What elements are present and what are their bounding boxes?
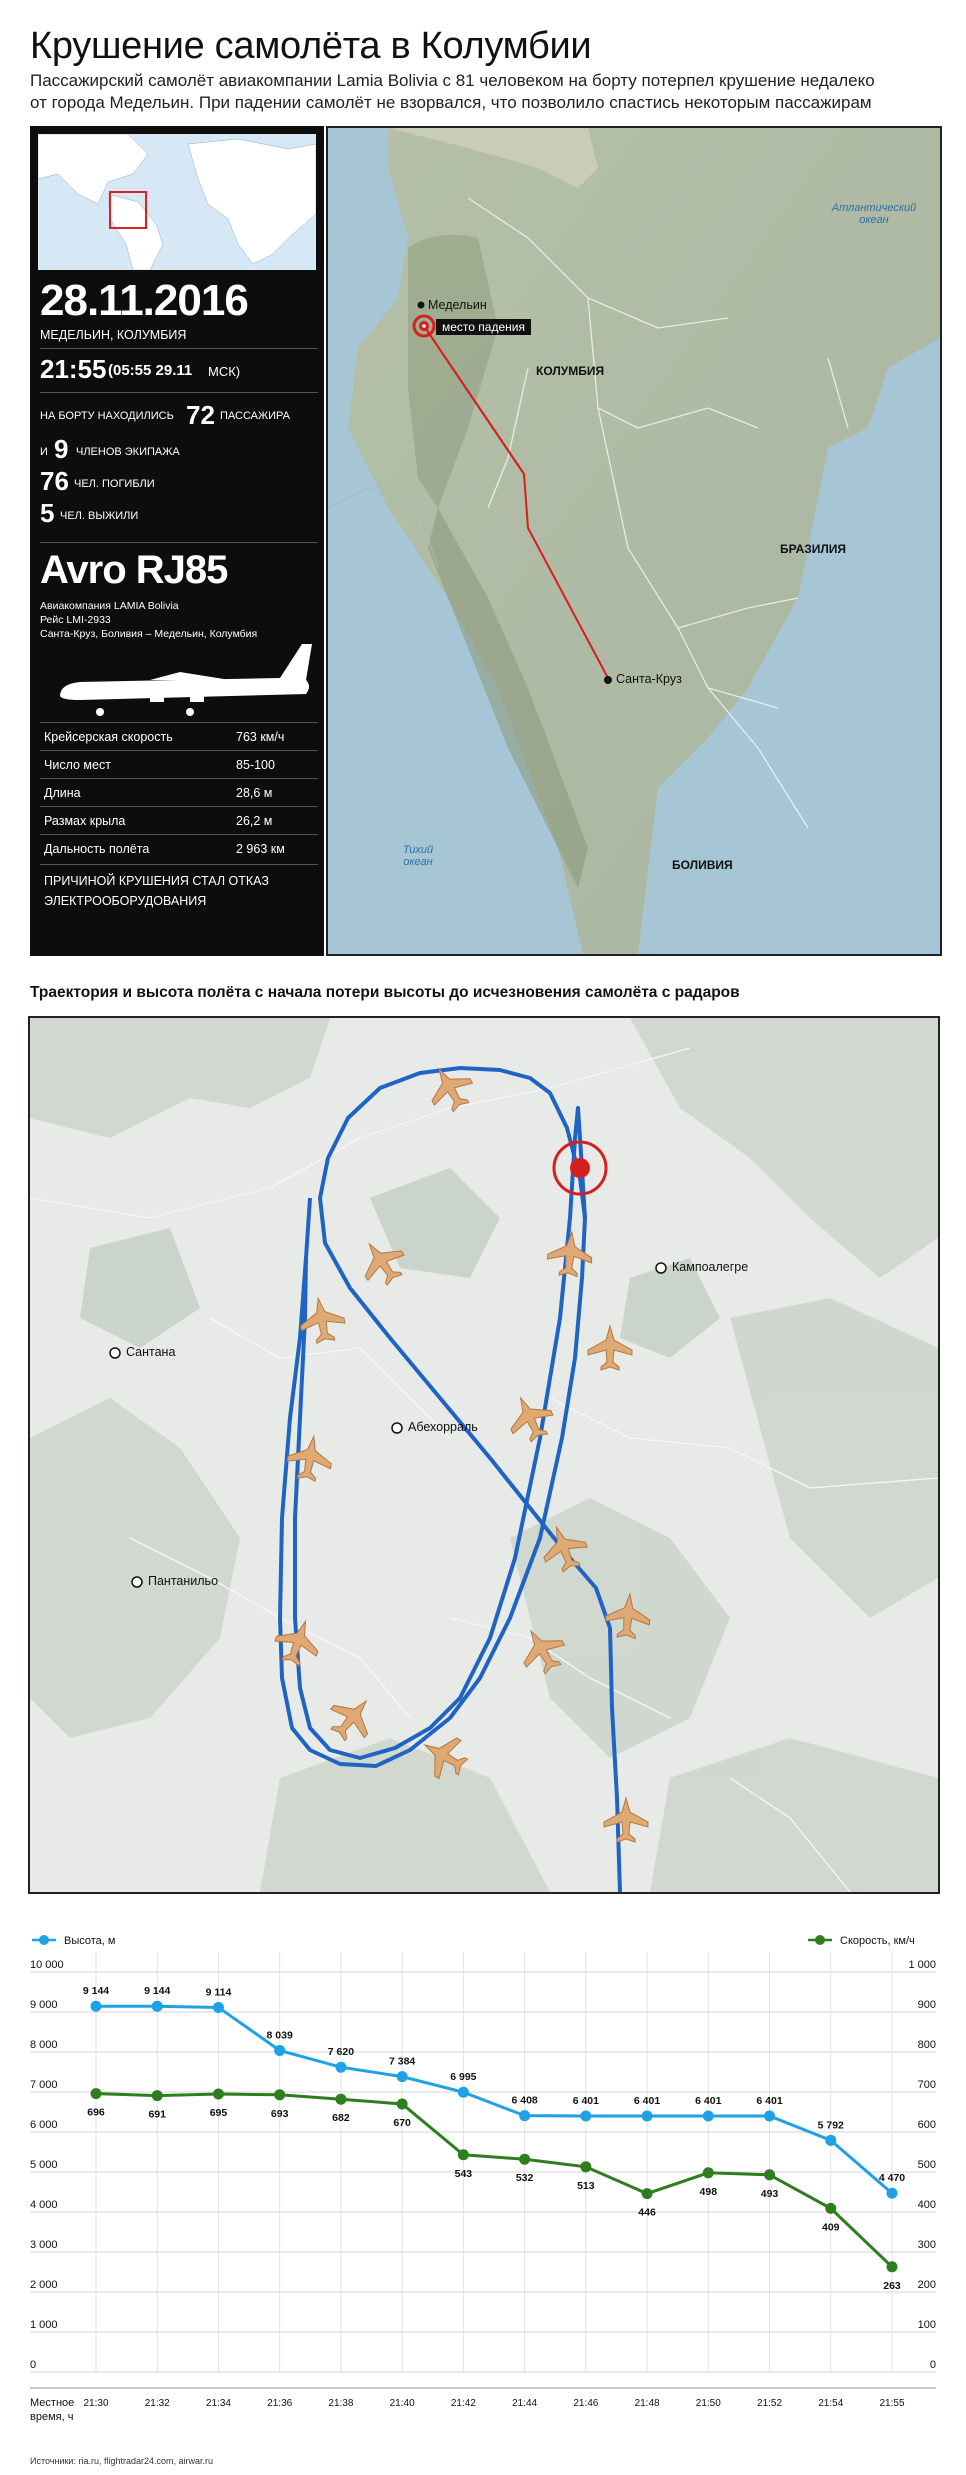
passenger-count: 72 <box>186 400 215 430</box>
x-tick-label: 21:55 <box>879 2398 905 2409</box>
cause-line-1: ПРИЧИНОЙ КРУШЕНИЯ СТАЛ ОТКАЗ <box>44 874 269 888</box>
speed-point <box>335 2094 346 2105</box>
legend-speed-label: Скорость, км/ч <box>840 1935 915 1947</box>
x-axis-label: время, ч <box>30 2411 74 2423</box>
speed-data-label: 513 <box>577 2179 595 2192</box>
x-tick-label: 21:34 <box>205 2398 231 2409</box>
page-title: Крушение самолёта в Колумбии <box>30 25 592 67</box>
x-tick-label: 21:44 <box>512 2398 538 2409</box>
atlantic-label: Атлантический океан <box>831 202 917 226</box>
right-tick-label: 200 <box>917 2279 936 2291</box>
altitude-data-label: 6 995 <box>450 2071 477 2084</box>
campoalegre-label: Кампоалегре <box>672 1260 749 1274</box>
spec-row: Размах крыла 26,2 м <box>40 806 318 835</box>
altitude-point <box>887 2188 898 2199</box>
x-tick-label: 21:50 <box>695 2398 721 2409</box>
divider <box>40 864 318 865</box>
crew-count: 9 <box>54 434 69 464</box>
right-tick-label: 500 <box>917 2159 936 2171</box>
x-tick-label: 21:48 <box>634 2398 660 2409</box>
spec-row: Крейсерская скорость 763 км/ч <box>40 722 318 751</box>
spec-row: Дальность полёта 2 963 км <box>40 834 318 863</box>
altitude-point <box>642 2110 653 2121</box>
speed-data-label: 263 <box>883 2279 901 2292</box>
medellin-label: Медельин <box>428 298 487 312</box>
speed-data-label: 691 <box>148 2108 166 2121</box>
aircraft-silhouette-icon <box>40 636 318 722</box>
altitude-point <box>764 2110 775 2121</box>
dead-label: ЧЕЛ. ПОГИБЛИ <box>74 478 155 490</box>
survived-label: ЧЕЛ. ВЫЖИЛИ <box>60 510 139 522</box>
santa-cruz-label: Санта-Круз <box>616 672 682 686</box>
speed-point <box>519 2154 530 2165</box>
altitude-data-label: 9 144 <box>144 1985 171 1998</box>
airline: Авиакомпания LAMIA Bolivia <box>40 600 179 612</box>
speed-data-label: 682 <box>332 2112 350 2125</box>
lead-line-1: Пассажирский самолёт авиакомпании Lamia Bolivia с 81 человеком на борту потерпел крушение недалеко <box>30 71 875 90</box>
altitude-data-label: 6 401 <box>756 2094 783 2107</box>
left-tick-label: 4 000 <box>30 2199 58 2211</box>
x-tick-label: 21:40 <box>389 2398 415 2409</box>
abejorral-label: Абехорраль <box>408 1420 478 1434</box>
speed-point <box>91 2088 102 2099</box>
aircraft-model: Avro RJ85 <box>40 548 228 592</box>
crash-date: 28.11.2016 <box>40 276 248 325</box>
colombia-label: КОЛУМБИЯ <box>536 364 605 378</box>
altitude-data-label: 6 408 <box>511 2094 538 2107</box>
altitude-data-label: 7 620 <box>327 2046 355 2059</box>
altitude-point <box>91 2001 102 2012</box>
x-tick-label: 21:46 <box>573 2398 599 2409</box>
onboard-label: НА БОРТУ НАХОДИЛИСЬ <box>40 410 174 422</box>
left-tick-label: 0 <box>30 2359 37 2371</box>
speed-data-label: 532 <box>515 2172 534 2185</box>
altitude-point <box>519 2110 530 2121</box>
santana-label: Сантана <box>126 1345 176 1359</box>
x-tick-label: 21:32 <box>144 2398 170 2409</box>
brazil-label: БРАЗИЛИЯ <box>780 542 847 556</box>
altitude-data-label: 9 114 <box>205 1986 232 1999</box>
legend-altitude-label: Высота, м <box>64 1935 116 1947</box>
flight-number: Рейс LMI-2933 <box>40 614 111 626</box>
survived-count: 5 <box>40 498 55 528</box>
x-tick-label: 21:38 <box>328 2398 354 2409</box>
crash-site-label: место падения <box>436 319 531 335</box>
spec-row: Число мест 85-100 <box>40 750 318 779</box>
left-tick-label: 9 000 <box>30 1999 58 2011</box>
legend-speed-marker <box>815 1935 825 1945</box>
pantanillo-label: Пантанильо <box>148 1574 219 1588</box>
info-panel <box>30 126 324 956</box>
right-tick-label: 600 <box>917 2119 936 2131</box>
cause-line-2: ЭЛЕКТРООБОРУДОВАНИЯ <box>44 894 207 908</box>
speed-point <box>213 2089 224 2100</box>
altitude-data-label: 6 401 <box>572 2094 599 2107</box>
altitude-point <box>152 2001 163 2012</box>
and-label: И <box>40 446 48 458</box>
left-tick-label: 3 000 <box>30 2239 58 2251</box>
lead-line-2: от города Медельин. При падении самолёт не взорвался, что позволило спастись некоторым пассажирам <box>30 93 872 112</box>
altitude-point <box>580 2110 591 2121</box>
right-tick-label: 400 <box>917 2199 936 2211</box>
right-tick-label: 0 <box>929 2359 936 2371</box>
x-tick-label: 21:42 <box>450 2398 476 2409</box>
speed-point <box>580 2161 591 2172</box>
speed-point <box>152 2090 163 2101</box>
speed-data-label: 498 <box>699 2185 718 2198</box>
speed-data-label: 695 <box>209 2107 228 2119</box>
speed-data-label: 696 <box>87 2106 105 2119</box>
speed-data-label: 693 <box>270 2107 289 2120</box>
crash-time-msk: (05:55 29.11 <box>108 362 193 379</box>
right-tick-label: 1 000 <box>908 1959 936 1971</box>
left-tick-label: 8 000 <box>30 2039 58 2051</box>
x-axis-label: Местное <box>30 2397 75 2409</box>
left-tick-label: 7 000 <box>30 2079 58 2091</box>
spec-row: Длина 28,6 м <box>40 778 318 807</box>
x-tick-label: 21:52 <box>757 2398 783 2409</box>
speed-point <box>764 2169 775 2180</box>
crash-time-msk-suffix: МСК) <box>208 364 241 379</box>
left-tick-label: 5 000 <box>30 2159 58 2171</box>
dead-count: 76 <box>40 466 69 496</box>
altitude-point <box>458 2087 469 2098</box>
flight-track-graphic <box>30 1018 938 1892</box>
flightmap-title: Траектория и высота полёта с начала потери высоты до исчезновения самолёта с радаров <box>30 984 740 1001</box>
speed-data-label: 409 <box>822 2221 840 2234</box>
altitude-data-label: 6 401 <box>633 2094 661 2107</box>
altitude-point <box>213 2002 224 2013</box>
right-tick-label: 700 <box>917 2079 936 2091</box>
right-tick-label: 100 <box>917 2319 936 2331</box>
speed-data-label: 670 <box>393 2117 411 2129</box>
altitude-data-label: 8 039 <box>266 2029 293 2042</box>
legend-altitude-marker <box>39 1935 49 1945</box>
speed-data-label: 446 <box>638 2206 656 2219</box>
left-tick-label: 2 000 <box>30 2279 58 2291</box>
passenger-label: ПАССАЖИРА <box>220 410 290 422</box>
x-tick-label: 21:30 <box>83 2398 109 2409</box>
altitude-point <box>703 2110 714 2121</box>
altitude-point <box>335 2062 346 2073</box>
south-america-map <box>326 126 942 956</box>
left-tick-label: 10 000 <box>30 1959 64 1971</box>
crash-place: МЕДЕЛЬИН, КОЛУМБИЯ <box>40 328 187 342</box>
speed-point <box>825 2203 836 2214</box>
divider <box>40 348 318 349</box>
bolivia-label: БОЛИВИЯ <box>672 858 733 872</box>
altitude-point <box>274 2045 285 2056</box>
sources: Источники: ria.ru, flightradar24.com, airwar.ru <box>30 2456 214 2466</box>
divider <box>40 542 318 543</box>
map-terrain-graphic <box>328 128 940 954</box>
speed-point <box>458 2149 469 2160</box>
altitude-data-label: 7 384 <box>389 2055 416 2068</box>
crash-time: 21:55 <box>40 354 107 384</box>
pacific-label: Тихий океан <box>402 844 434 868</box>
crew-label: ЧЛЕНОВ ЭКИПАЖА <box>76 446 180 458</box>
speed-point <box>642 2188 653 2199</box>
chart-svg <box>0 1926 966 2446</box>
altitude-point <box>397 2071 408 2082</box>
route: Санта-Круз, Боливия – Медельин, Колумбия <box>40 628 258 640</box>
locator-minimap <box>38 134 316 270</box>
flight-track-map <box>28 1016 940 1894</box>
altitude-data-label: 4 470 <box>878 2172 906 2185</box>
locator-map-graphic <box>38 134 316 270</box>
x-tick-label: 21:36 <box>267 2398 293 2409</box>
divider <box>40 392 318 393</box>
altitude-speed-chart <box>0 1926 966 2446</box>
speed-point <box>887 2261 898 2272</box>
x-tick-label: 21:54 <box>818 2398 844 2409</box>
speed-data-label: 493 <box>760 2187 779 2200</box>
altitude-point <box>825 2135 836 2146</box>
left-tick-label: 1 000 <box>30 2319 58 2331</box>
altitude-data-label: 5 792 <box>817 2119 844 2132</box>
speed-point <box>397 2099 408 2110</box>
left-tick-label: 6 000 <box>30 2119 58 2131</box>
speed-data-label: 543 <box>454 2167 473 2180</box>
speed-point <box>274 2089 285 2100</box>
right-tick-label: 900 <box>917 1999 936 2011</box>
altitude-data-label: 9 144 <box>82 1985 110 1998</box>
right-tick-label: 800 <box>917 2039 936 2051</box>
right-tick-label: 300 <box>917 2239 936 2251</box>
speed-point <box>703 2167 714 2178</box>
altitude-data-label: 6 401 <box>695 2094 722 2107</box>
